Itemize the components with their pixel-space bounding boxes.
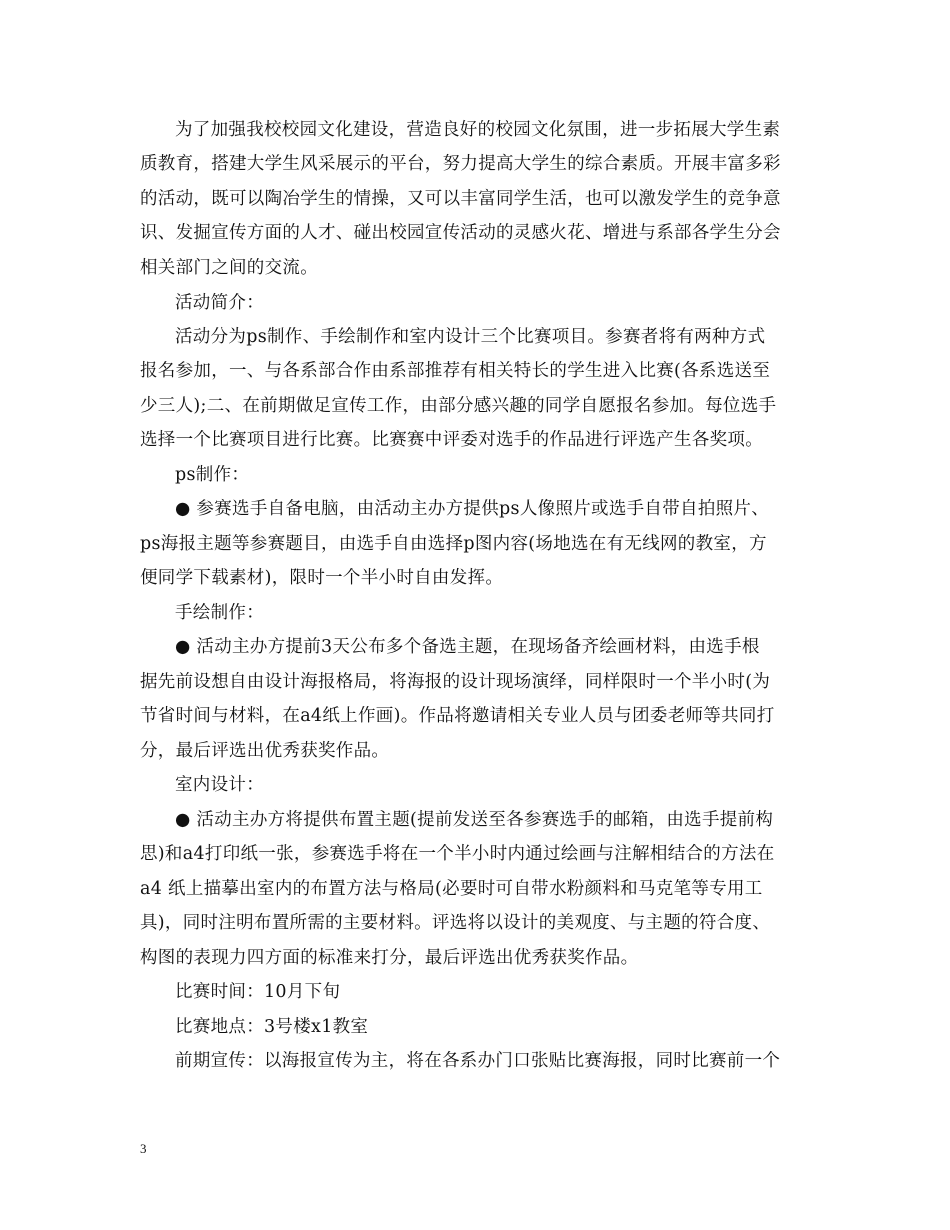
paragraph-line: 报名参加，一、与各系部合作由系部推荐有相关特长的学生进入比赛(各系选送至: [140, 361, 771, 381]
paragraph-line: 便同学下载素材)，限时一个半小时自由发挥。: [140, 568, 504, 588]
section-heading: ps制作：: [175, 465, 250, 485]
paragraph-line: 具)，同时注明布置所需的主要材料。评选将以设计的美观度、与主题的符合度、: [140, 913, 771, 933]
paragraph-line: 质教育，搭建大学生风采展示的平台，努力提高大学生的综合素质。开展丰富多彩: [140, 154, 781, 174]
paragraph-line: 据先前设想自由设计海报格局，将海报的设计现场演绎，同样限时一个半小时(为: [140, 672, 771, 692]
bullet-line: ● 活动主办方将提供布置主题(提前发送至各参赛选手的邮箱，由选手提前构: [175, 810, 774, 830]
bullet-line: ● 参赛选手自备电脑，由活动主办方提供ps人像照片或选手自带自拍照片、: [175, 499, 770, 519]
paragraph-line: 相关部门之间的交流。: [140, 258, 318, 278]
paragraph-line: 节省时间与材料，在a4纸上作画)。作品将邀请相关专业人员与团委老师等共同打: [140, 706, 775, 726]
paragraph-line: ps海报主题等参赛题目，由选手自由选择p图内容(场地选在有无线网的教室，方: [140, 534, 767, 554]
paragraph-line: 活动分为ps制作、手绘制作和室内设计三个比赛项目。参赛者将有两种方式: [175, 327, 766, 347]
section-heading: 手绘制作：: [175, 603, 264, 623]
page-number: 3: [140, 1141, 147, 1156]
paragraph-line: 为了加强我校校园文化建设，营造良好的校园文化氛围，进一步拓展大学生素: [175, 120, 781, 140]
paragraph-line: 前期宣传：以海报宣传为主，将在各系办门口张贴比赛海报，同时比赛前一个: [175, 1051, 781, 1071]
paragraph-line: 分，最后评选出优秀获奖作品。: [140, 741, 390, 761]
bullet-line: ● 活动主办方提前3天公布多个备选主题，在现场备齐绘画材料，由选手根: [175, 637, 760, 657]
paragraph-line: 选择一个比赛项目进行比赛。比赛赛中评委对选手的作品进行评选产生各奖项。: [140, 430, 763, 450]
paragraph-line: 的活动，既可以陶冶学生的情操，又可以丰富同学生活，也可以激发学生的竞争意: [140, 189, 781, 209]
info-line: 比赛时间：10月下旬: [175, 982, 341, 1002]
info-line: 比赛地点：3号楼x1教室: [175, 1017, 369, 1037]
paragraph-line: 构图的表现力四方面的标准来打分，最后评选出优秀获奖作品。: [140, 948, 639, 968]
paragraph-line: 识、发掘宣传方面的人才、碰出校园宣传活动的灵感火花、增进与系部各学生分会: [140, 223, 781, 243]
section-heading: 室内设计：: [175, 775, 264, 795]
paragraph-line: 少三人);二、在前期做足宣传工作，由部分感兴趣的同学自愿报名参加。每位选手: [140, 396, 777, 416]
paragraph-line: 思)和a4打印纸一张，参赛选手将在一个半小时内通过绘画与注解相结合的方法在: [140, 844, 775, 864]
section-heading: 活动简介：: [175, 293, 264, 313]
paragraph-line: a4 纸上描摹出室内的布置方法与格局(必要时可自带水粉颜料和马克笔等专用工: [140, 879, 763, 899]
